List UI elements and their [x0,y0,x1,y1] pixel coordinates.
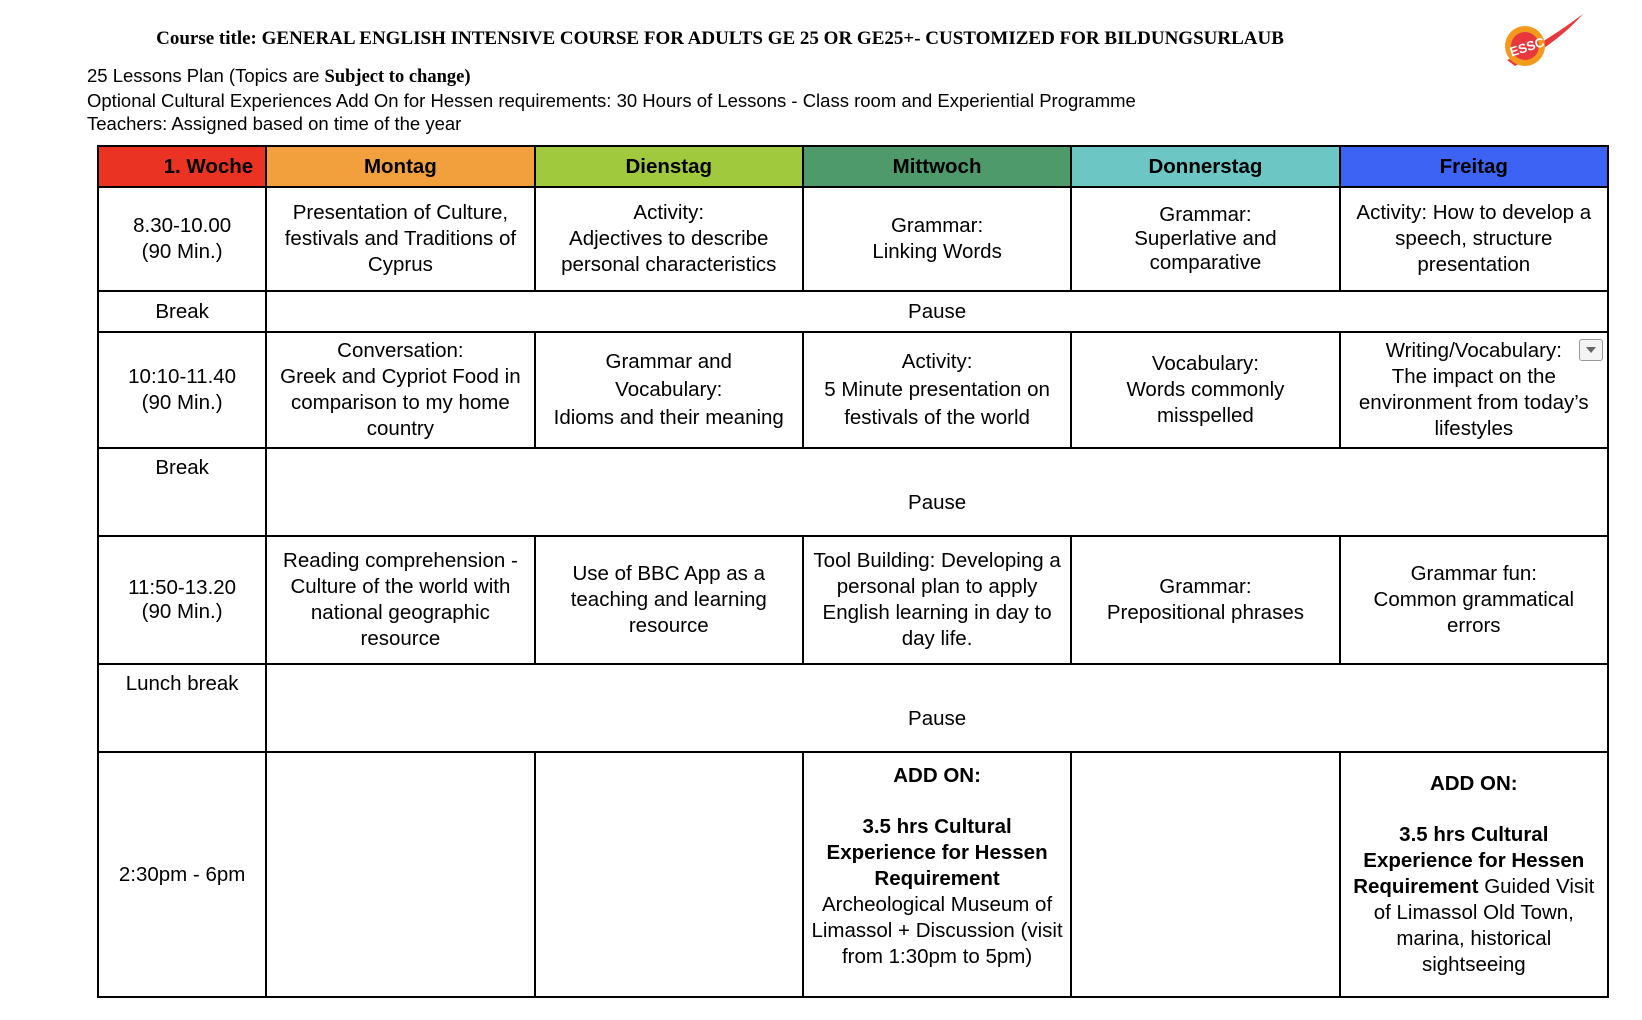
info-line-1-text: 25 Lessons Plan (Topics are [87,65,325,86]
time-label: 11:50-13.20 [128,576,237,599]
info-line-2: Optional Cultural Experiences Add On for Hessen requirements: 30 Hours of Lessons - Class room and Experiential Programme [87,90,1136,111]
lesson-plan-table [97,145,1609,998]
lesson-type: Conversation: [337,339,464,362]
lesson-type: Grammar: [890,214,984,237]
addon-heading: ADD ON: [893,764,981,787]
addon-title: 3.5 hrs Cultural Experience for Hessen Requirement [1353,823,1585,898]
table-row [98,752,1608,997]
table-row [98,536,1608,664]
lesson-cell [803,187,1071,291]
duration-label: (90 Min.) [141,600,223,623]
svg-text:ESSC: ESSC [1507,34,1547,60]
lesson-type: Vocabulary: [1151,352,1259,375]
lesson-type: Grammar: [1159,575,1252,598]
course-info [87,64,1136,135]
header-montag: Montag [266,146,534,187]
addon-body [1345,822,1603,978]
lesson-cell [1340,332,1608,448]
duration-label: (90 Min.) [141,391,223,414]
lesson-cell [535,187,803,291]
lunch-row [98,664,1608,752]
empty-cell [266,752,534,997]
lesson-topic: Prepositional phrases [1106,601,1304,624]
table-row [98,332,1608,448]
break-label: Break [98,448,266,536]
lunch-label: Lunch break [98,664,266,752]
addon-heading: ADD ON: [1429,772,1518,795]
addon-title: 3.5 hrs Cultural Experience for Hessen Requirement [826,815,1048,890]
time-label: 8.30-10.00 [133,214,232,237]
table-row [98,187,1608,291]
lesson-topic: Idioms and their meaning [553,406,784,429]
header-mittwoch: Mittwoch [803,146,1071,187]
time-cell [98,187,266,291]
lesson-cell: Use of BBC App as a teaching and learning resource [535,536,803,664]
empty-cell [1071,752,1339,997]
duration-label: (90 Min.) [141,240,223,263]
header-row [98,146,1608,187]
subject-to-change: Subject to change) [324,67,471,87]
time-cell [98,332,266,448]
break-row [98,291,1608,332]
addon-cell [803,752,1071,997]
lesson-topic: The impact on the environment from today’s lifestyles [1358,365,1589,440]
lesson-cell [803,332,1071,448]
header-dienstag: Dienstag [535,146,803,187]
lesson-cell: Reading comprehension - Culture of the world with national geographic resource [266,536,534,664]
time-cell: 2:30pm - 6pm [98,752,266,997]
week-header: 1. Woche [98,146,266,187]
lesson-type: Activity: [633,201,705,224]
lesson-cell [1071,187,1339,291]
lesson-topic: Words commonly misspelled [1126,378,1285,427]
info-line-3: Teachers: Assigned based on time of the year [87,113,462,134]
pause-cell: Pause [266,291,1608,332]
empty-cell [535,752,803,997]
lesson-cell: Activity: How to develop a speech, structure presentation [1340,187,1608,291]
lesson-type: Writing/Vocabulary: [1385,339,1562,362]
lesson-topic: Adjectives to describe personal characteristics [561,227,777,276]
lesson-cell: Presentation of Culture, festivals and Traditions of Cyprus [266,187,534,291]
lesson-cell [1071,332,1339,448]
lesson-topic: Greek and Cypriot Food in comparison to my home country [280,365,521,440]
time-cell [98,536,266,664]
header-freitag: Freitag [1340,146,1608,187]
essc-logo [1497,12,1585,72]
lesson-type: Grammar: [1159,203,1252,226]
addon-text: Archeological Museum of Limassol + Discussion (visit from 1:30pm to 5pm) [811,893,1063,968]
lesson-type: Activity: [901,350,973,373]
addon-cell [1340,752,1608,997]
time-label: 10:10-11.40 [128,365,237,388]
break-label: Break [98,291,266,332]
lesson-topic: 5 Minute presentation on festivals of the world [824,378,1050,429]
info-line-1 [87,64,1136,89]
lesson-topic: Linking Words [872,240,1002,263]
lesson-type: Grammar and Vocabulary: [605,350,732,401]
lesson-topic: Common grammatical errors [1373,588,1575,637]
lesson-cell [1340,536,1608,664]
lesson-cell [1071,536,1339,664]
pause-cell: Pause [266,664,1608,752]
dropdown-chevron-icon[interactable] [1579,339,1603,361]
lesson-topic: Superlative and comparative [1134,227,1277,274]
lesson-cell: Tool Building: Developing a personal plan to apply English learning in day to day life. [803,536,1071,664]
break-row [98,448,1608,536]
course-title: Course title: GENERAL ENGLISH INTENSIVE COURSE FOR ADULTS GE 25 OR GE25+- CUSTOMIZED FOR BILDUNGSURLAUB [156,28,1284,49]
lesson-cell [266,332,534,448]
pause-cell: Pause [266,448,1608,536]
lesson-type: Grammar fun: [1410,562,1538,585]
addon-text: Guided Visit of Limassol Old Town, marina, historical sightseeing [1373,875,1595,976]
lesson-cell [535,332,803,448]
header-donnerstag: Donnerstag [1071,146,1339,187]
